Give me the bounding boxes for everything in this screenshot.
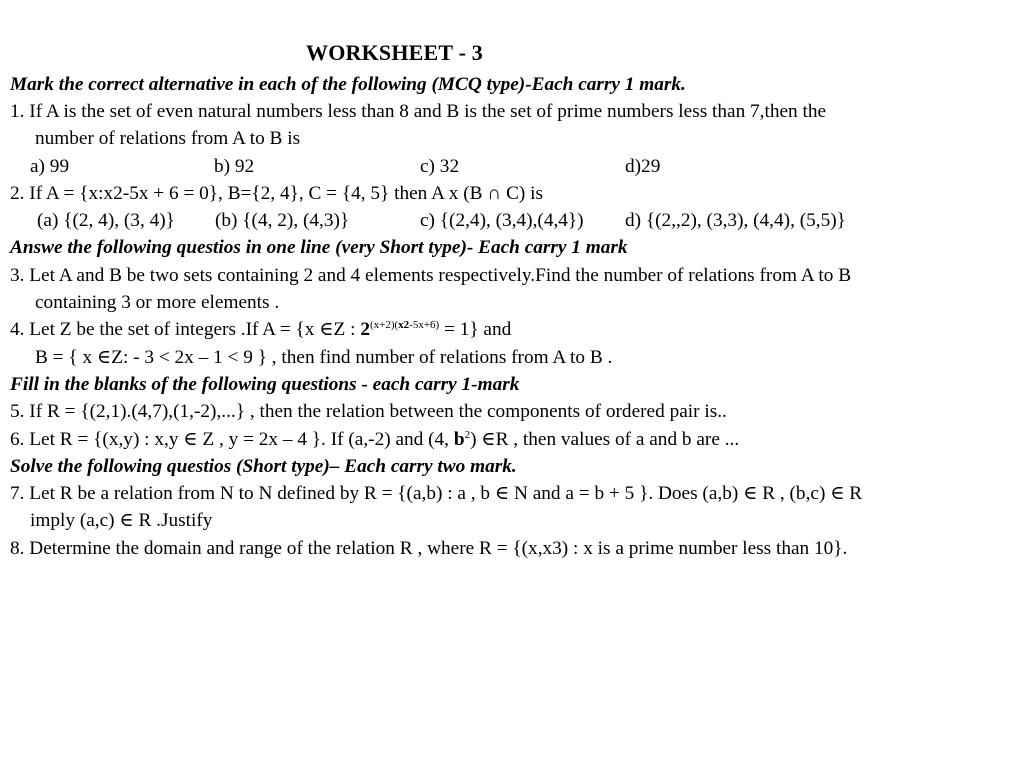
question-1-option-a: a) 99 (30, 156, 70, 177)
question-2-option-d: d) {(2,,2), (3,3), (4,4), (5,5)} (625, 210, 846, 231)
question-2-option-c: c) {(2,4), (3,4),(4,4}) (420, 210, 584, 231)
section-heading-one-line: Answe the following questios in one line (very Short type)- Each carry 1 mark (10, 237, 628, 258)
question-6-b: b (453, 429, 465, 450)
question-4-exponent-part-b: x2 (398, 319, 410, 331)
question-4-exponent (370, 319, 439, 331)
question-6-exponent: 2 (464, 429, 471, 441)
section-heading-short: Solve the following questios (Short type)– Each carry two mark. (10, 456, 517, 477)
worksheet-title: WORKSHEET - 3 (306, 40, 484, 65)
question-3-line-2: containing 3 or more elements . (35, 292, 280, 313)
question-4-suffix: = 1} and (439, 319, 512, 340)
section-heading-mcq: Mark the correct alternative in each of the following (MCQ type)-Each carry 1 mark. (10, 74, 686, 95)
question-5-text: 5. If R = {(2,1).(4,7),(1,-2),...} , then the relation between the components of ordered pair is.. (10, 401, 727, 422)
question-1-option-c: c) 32 (420, 156, 460, 177)
question-6-text (10, 428, 739, 452)
question-4-prefix: 4. Let Z be the set of integers .If A = {x ∈Z : (10, 319, 361, 340)
section-heading-blanks: Fill in the blanks of the following questions - each carry 1-mark (10, 374, 520, 395)
question-2-option-a: (a) {(2, 4), (3, 4)} (37, 210, 175, 231)
question-1-option-b: b) 92 (214, 156, 255, 177)
question-4-base: 2 (360, 319, 370, 340)
question-4-line-1 (10, 318, 511, 342)
question-2-text: 2. If A = {x:x2-5x + 6 = 0}, B={2, 4}, C = {4, 5} then A x (B ∩ C) is (10, 183, 544, 204)
question-6-prefix: 6. Let R = {(x,y) : x,y ∈ Z , y = 2x – 4 }. If (a,-2) and (4, (10, 429, 454, 450)
question-6-suffix: ) ∈R , then values of a and b are ... (470, 429, 740, 450)
question-4-exponent-part-a: (x+2)( (369, 319, 399, 331)
question-7-line-1: 7. Let R be a relation from N to N defined by R = {(a,b) : a , b ∈ N and a = b + 5 }. Does (a,b) ∈ R , (b,c) ∈ R (10, 483, 863, 504)
question-1-line-2: number of relations from A to B is (35, 128, 301, 149)
question-8-text: 8. Determine the domain and range of the relation R , where R = {(x,x3) : x is a prime number less than 10}. (10, 538, 848, 559)
question-7-line-2: imply (a,c) ∈ R .Justify (30, 510, 213, 531)
question-1-line-1: 1. If A is the set of even natural numbers less than 8 and B is the set of prime numbers less than 7,then the (10, 101, 827, 122)
question-2-option-b: (b) {(4, 2), (4,3)} (215, 210, 350, 231)
question-4-exponent-part-c: -5x+6) (409, 319, 440, 331)
question-1-option-d: d)29 (625, 156, 661, 177)
question-3-line-1: 3. Let A and B be two sets containing 2 and 4 elements respectively.Find the number of relations from A to B (10, 265, 852, 286)
question-4-line-2: B = { x ∈Z: - 3 < 2x – 1 < 9 } , then find number of relations from A to B . (35, 347, 613, 368)
